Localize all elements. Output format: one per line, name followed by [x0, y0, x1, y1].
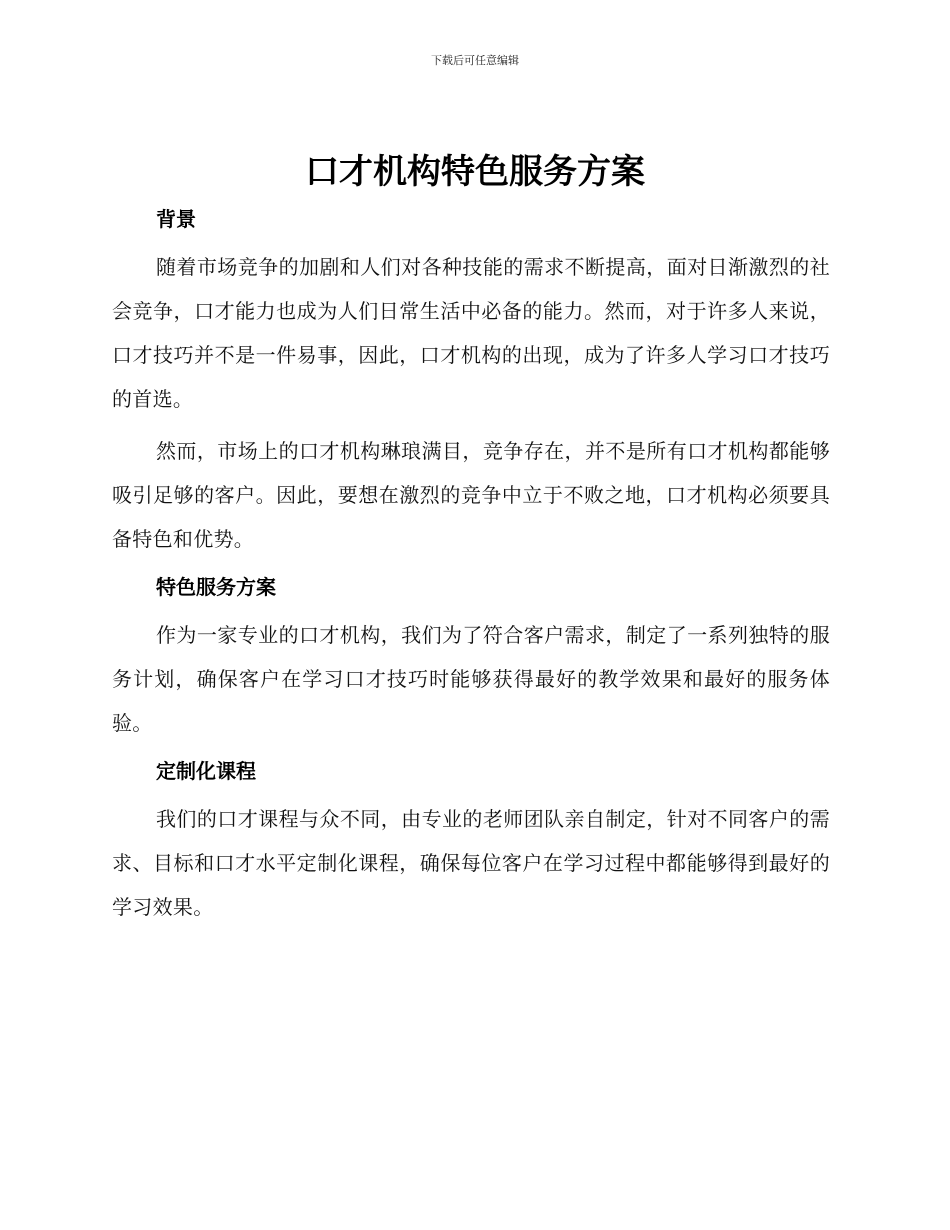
- section-background: [112, 203, 830, 561]
- background-paragraph-2: 然而，市场上的口才机构琳琅满目，竞争存在，并不是所有口才机构都能够吸引足够的客户。因此，要想在激烈的竞争中立于不败之地，口才机构必须要具备特色和优势。: [112, 439, 830, 551]
- special-services-paragraph-1: 作为一家专业的口才机构，我们为了符合客户需求，制定了一系列独特的服务计划，确保客户在学习口才技巧时能够获得最好的教学效果和最好的服务体验。: [112, 623, 830, 735]
- background-paragraph-1: 随着市场竞争的加剧和人们对各种技能的需求不断提高，面对日渐激烈的社会竞争，口才能力也成为人们日常生活中必备的能力。然而，对于许多人来说，口才技巧并不是一件易事，因此，口才机构的出现，成为了许多人学习口才技巧的首选。: [112, 255, 830, 411]
- customized-courses-paragraph-1: 我们的口才课程与众不同，由专业的老师团队亲自制定，针对不同客户的需求、目标和口才水平定制化课程，确保每位客户在学习过程中都能够得到最好的学习效果。: [112, 807, 830, 919]
- section-customized-courses: [112, 755, 830, 929]
- section-heading-special-services: 特色服务方案: [156, 575, 276, 599]
- page-header-note: 下载后可任意编辑: [431, 54, 519, 67]
- section-special-services: [112, 571, 830, 745]
- document-body: [112, 203, 830, 937]
- section-heading-customized-courses: 定制化课程: [156, 759, 256, 783]
- document-title: 口才机构特色服务方案: [305, 152, 645, 192]
- section-heading-background: 背景: [156, 207, 196, 231]
